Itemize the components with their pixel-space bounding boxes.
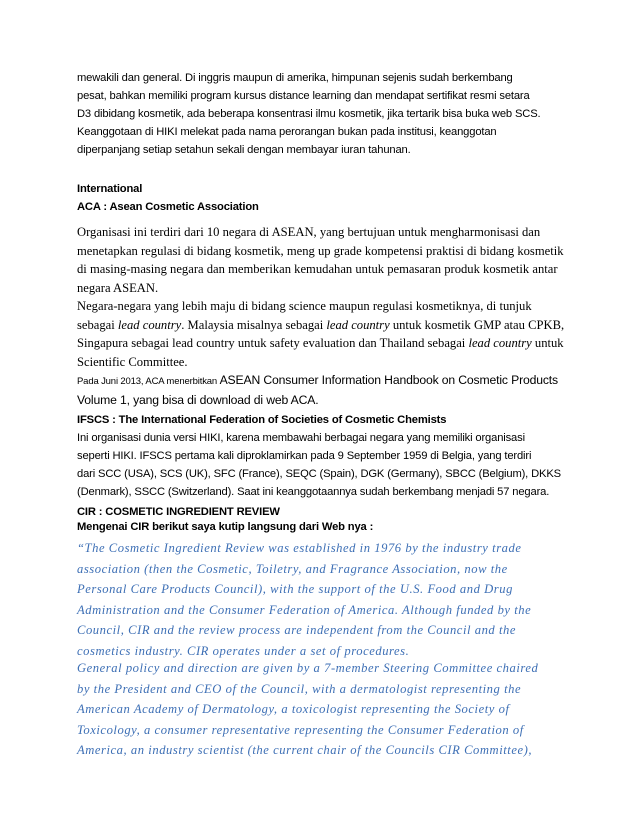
- ifscs-section: [77, 411, 572, 501]
- cir-quote-paragraph-1: [77, 538, 572, 661]
- text-run: . Malaysia misalnya sebagai: [181, 317, 327, 332]
- text-line: Organisasi ini terdiri dari 10 negara di ASEAN, yang bertujuan untuk mengharmonisasi dan: [77, 225, 541, 239]
- quote-line: Toxicology, a consumer representative representing the Consumer Federation of: [77, 722, 524, 737]
- quote-line: America, an industry scientist (the current chair of the Councils CIR Committee),: [77, 743, 533, 757]
- text-line: dari SCC (USA), SCS (UK), SFC (France), SEQC (Spain), DGK (Germany), SBCC (Belgium), DKKS: [77, 468, 561, 480]
- quote-line: Administration and the Consumer Federation of America. Although funded by the: [77, 602, 532, 617]
- quote-line: Council, CIR and the review process are independent from the Council and the: [77, 623, 517, 637]
- quote-line: General policy and direction are given by a 7-member Steering Committee chaired: [77, 661, 539, 675]
- quote-line: Personal Care Products Council), with the support of the U.S. Food and Drug: [77, 582, 513, 596]
- quote-line: by the President and CEO of the Council, with a dermatologist representing the: [77, 681, 522, 696]
- aca-paragraph-1: [77, 223, 572, 297]
- text-line: (Denmark), SSCC (Switzerland). Saat ini keanggotaannya sudah berkembang menjadi 57 negara.: [77, 486, 550, 498]
- international-heading: International: [77, 183, 143, 195]
- text-line: negara ASEAN.: [77, 280, 159, 295]
- text-line: Volume 1, yang bisa di download di web ACA.: [77, 393, 319, 407]
- text-line: diperpanjang setiap setahun sekali dengan membayar iuran tahunan.: [77, 144, 411, 156]
- lead-country-term: lead country: [468, 336, 532, 350]
- text-line: mewakili dan general. Di inggris maupun di amerika, himpunan sejenis sudah berkembang: [77, 72, 513, 84]
- quote-line: association (then the Cosmetic, Toiletry, and Fragrance Association, now the: [77, 561, 508, 576]
- cir-heading: CIR : COSMETIC INGREDIENT REVIEW: [77, 506, 280, 518]
- text-run: untuk: [531, 336, 564, 350]
- aca-paragraph-2: [77, 297, 572, 371]
- intro-paragraph: [77, 69, 572, 159]
- text-line: pesat, bahkan memiliki program kursus distance learning dan mendapat sertifikat resmi setara: [77, 90, 530, 102]
- aca-paragraph-3: [77, 371, 572, 409]
- quote-line: cosmetics industry. CIR operates under a set of procedures.: [77, 643, 410, 658]
- text-line: [77, 334, 572, 353]
- text-line: di masing-masing negara dan memberikan kemudahan untuk pemasaran produk kosmetik antar: [77, 262, 558, 276]
- text-line: [77, 316, 572, 335]
- text-line: D3 dibidang kosmetik, ada beberapa konsentrasi ilmu kosmetik, jika tertarik bisa buka web SCS.: [77, 108, 541, 120]
- text-line: menetapkan regulasi di bidang kosmetik, meng up grade kompetensi praktisi di bidang kosmetik: [77, 243, 564, 258]
- quote-line: American Academy of Dermatology, a toxicologist representing the Society of: [77, 702, 510, 716]
- text-run: Singapura sebagai lead country untuk safety evaluation dan Thailand sebagai: [77, 336, 469, 350]
- aca-heading: ACA : Asean Cosmetic Association: [77, 201, 259, 213]
- cir-quote-paragraph-2: [77, 658, 572, 761]
- quote-line: “The Cosmetic Ingredient Review was established in 1976 by the industry trade: [77, 541, 522, 555]
- text-line: Negara-negara yang lebih maju di bidang science maupun regulasi kosmetiknya, di tunjuk: [77, 299, 532, 313]
- international-section-heading: [77, 180, 572, 216]
- text-line: Scientific Committee.: [77, 354, 188, 369]
- cir-subheading: Mengenai CIR berikut saya kutip langsung dari Web nya :: [77, 521, 374, 533]
- ifscs-heading: IFSCS : The International Federation of Societies of Cosmetic Chemists: [77, 414, 447, 426]
- text-line: [77, 371, 572, 391]
- text-run: sebagai: [77, 317, 118, 332]
- handbook-title: ASEAN Consumer Information Handbook on Cosmetic Products: [219, 373, 558, 387]
- text-line: Keanggotaan di HIKI melekat pada nama perorangan bukan pada institusi, keanggotan: [77, 126, 497, 138]
- text-line: Ini organisasi dunia versi HIKI, karena membawahi berbagai negara yang memiliki organisasi: [77, 432, 525, 444]
- text-run: Pada Juni 2013, ACA menerbitkan: [77, 376, 220, 387]
- lead-country-term: lead country: [117, 317, 182, 332]
- text-line: seperti HIKI. IFSCS pertama kali diproklamirkan pada 9 September 1959 di Belgia, yang terdiri: [77, 450, 532, 462]
- lead-country-term: lead country: [326, 317, 390, 332]
- cir-section-heading: [77, 505, 572, 535]
- text-run: untuk kosmetik GMP atau CPKB,: [389, 317, 565, 332]
